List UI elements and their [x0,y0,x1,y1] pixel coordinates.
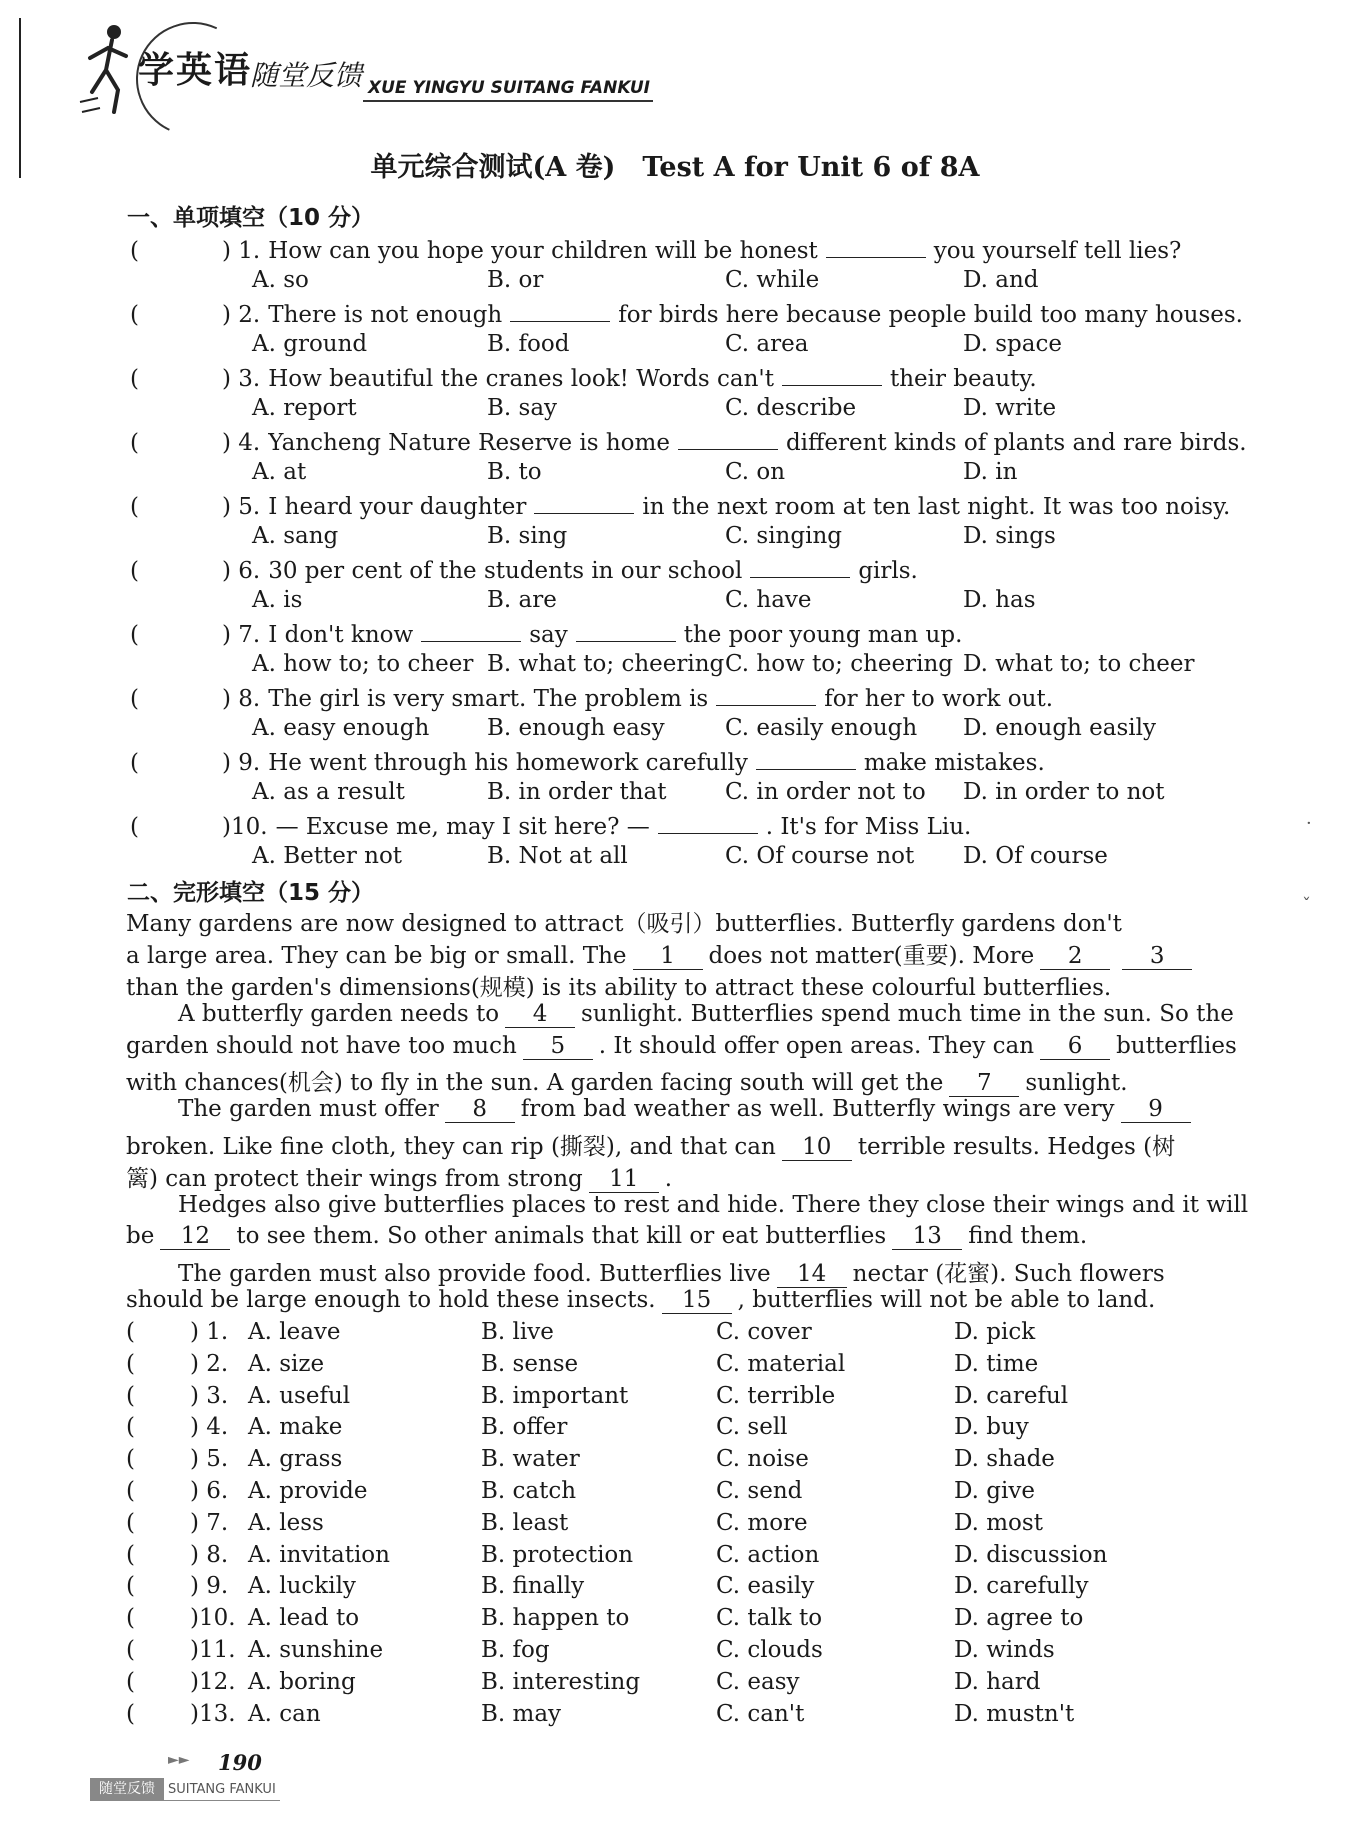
option-d: D. carefully [954,1573,1089,1600]
option-c: C. send [716,1478,803,1504]
passage-line [126,1128,1211,1161]
question-stem [130,747,1045,776]
question-number: ) 7. [190,1509,229,1536]
option-a: A. is [252,587,303,613]
answer-paren[interactable]: ( [126,1319,135,1345]
passage-line [126,1033,1237,1060]
question-text: the poor young man up. [683,622,963,648]
passage-text: . [664,1166,673,1192]
option-c: C. more [716,1509,808,1536]
question-number: )10. [190,1605,236,1632]
passage-text: 篱) can protect their wings from strong [126,1166,583,1192]
passage-text: be [126,1223,155,1249]
question-text: for her to work out. [824,686,1054,712]
answer-paren[interactable]: ( [126,1446,135,1473]
option-d: D. space [963,331,1062,357]
answer-paren[interactable]: ( [126,1637,135,1663]
answer-blank[interactable] [534,491,634,514]
question-number: ) 8. [222,686,261,712]
passage-text: find them. [968,1223,1088,1249]
option-d: D. and [963,267,1039,293]
answer-blank[interactable] [678,427,778,450]
option-a: A. make [248,1414,343,1441]
question-number: ) 3. [222,366,261,392]
question-text: — Excuse me, may I sit here? — [275,814,650,840]
passage-text: The garden must offer [178,1096,439,1122]
question-number: ) 1. [222,238,261,264]
question-text: 30 per cent of the students in our school [268,558,743,584]
footer-arrows-icon: ►► [168,1752,190,1768]
option-c: C. easily enough [725,715,918,741]
answer-paren[interactable]: ( [130,814,139,840]
cloze-blank-12[interactable]: 12 [160,1223,230,1250]
option-c: C. on [725,459,786,485]
scan-mark: · [1306,813,1312,834]
option-a: A. sunshine [248,1637,384,1663]
question-text: in the next room at ten last night. It was too noisy. [642,494,1231,520]
answer-blank[interactable] [750,555,850,578]
passage-line [126,1096,1211,1123]
passage-text: should be large enough to hold these insects. [126,1287,656,1313]
question-number: ) 9. [222,750,261,776]
option-b: B. say [487,395,558,421]
answer-paren[interactable]: ( [130,302,139,328]
option-c: C. area [725,331,809,357]
question-text: . It's for Miss Liu. [765,814,972,840]
answer-blank[interactable] [576,619,676,642]
question-text: How can you hope your children will be honest [268,238,818,264]
question-stem [130,491,1230,520]
answer-paren[interactable]: ( [126,1573,135,1600]
passage-line [126,1192,1249,1218]
option-b: B. offer [481,1414,568,1441]
answer-paren[interactable]: ( [130,430,139,456]
header-logo [78,22,658,112]
option-a: A. lead to [248,1605,360,1632]
answer-paren[interactable]: ( [130,686,139,712]
question-stem [130,235,1181,264]
option-c: C. while [725,267,820,293]
question-number: ) 5. [222,494,261,520]
answer-paren[interactable]: ( [126,1668,135,1695]
answer-paren[interactable]: ( [126,1541,135,1568]
question-number: ) 2. [190,1350,229,1377]
passage-text: butterflies [1116,1033,1237,1059]
answer-paren[interactable]: ( [130,238,139,264]
page-number: 190 [218,1750,262,1775]
option-a: A. how to; to cheer [252,651,474,677]
cloze-blank-7[interactable]: 7 [949,1070,1019,1097]
footer-badge-cn: 随堂反馈 [90,1778,164,1800]
option-c: C. clouds [716,1637,823,1663]
option-d: D. time [954,1350,1039,1377]
option-d: D. hard [954,1668,1041,1695]
logo-underline [363,100,653,102]
option-d: D. what to; to cheer [963,651,1195,677]
footer-badge [90,1778,280,1802]
answer-paren[interactable]: ( [126,1350,135,1377]
question-text: make mistakes. [863,750,1045,776]
option-a: A. boring [248,1668,356,1695]
option-a: A. easy enough [252,715,430,741]
passage-line [126,937,1211,970]
option-b: B. least [481,1509,569,1536]
option-c: C. noise [716,1446,809,1473]
question-text: How beautiful the cranes look! Words can't [268,366,774,392]
answer-blank[interactable] [756,747,856,770]
option-d: D. mustn't [954,1700,1075,1727]
answer-paren[interactable]: ( [130,622,139,648]
option-b: B. protection [481,1541,634,1568]
passage-text: A butterfly garden needs to [178,1001,500,1027]
option-a: A. leave [248,1319,341,1345]
option-d: D. has [963,587,1036,613]
option-c: C. action [716,1541,820,1568]
cloze-blank-8[interactable]: 8 [445,1096,515,1123]
option-a: A. at [252,459,307,485]
option-d: D. buy [954,1414,1029,1441]
option-c: C. describe [725,395,857,421]
option-b: B. enough easy [487,715,665,741]
footer-badge-pinyin: SUITANG FANKUI [168,1782,276,1797]
question-text: their beauty. [889,366,1037,392]
question-text: say [529,622,568,648]
question-number: ) 4. [190,1414,229,1441]
page-title: 单元综合测试(A 卷) Test A for Unit 6 of 8A [370,152,980,183]
option-b: B. live [481,1319,554,1345]
question-number: )11. [190,1637,236,1663]
answer-blank[interactable] [658,811,758,834]
question-number: )13. [190,1700,236,1727]
passage-text: terrible results. Hedges (树 [857,1134,1176,1160]
option-c: C. sell [716,1414,788,1441]
option-d: D. most [954,1509,1043,1536]
question-text: you yourself tell lies? [933,238,1182,264]
passage-line [126,1160,1211,1193]
question-stem [130,299,1243,328]
scan-mark: ˇ [1302,895,1311,916]
cloze-blank-6[interactable]: 6 [1040,1033,1110,1060]
question-text: for birds here because people build too many houses. [618,302,1243,328]
question-stem [130,811,971,840]
option-b: B. sense [481,1350,579,1377]
answer-paren[interactable]: ( [130,366,139,392]
option-a: A. Better not [252,843,403,869]
passage-text: to see them. So other animals that kill or eat butterflies [236,1223,887,1249]
option-b: B. may [481,1700,562,1727]
option-b: B. what to; cheering [487,651,725,677]
option-c: C. how to; cheering [725,651,954,677]
option-b: B. fog [481,1637,550,1663]
question-stem [130,619,962,648]
passage-text: from bad weather as well. Butterfly wings are very [520,1096,1115,1122]
answer-paren[interactable]: ( [126,1382,135,1409]
option-a: A. report [252,395,357,421]
option-c: C. easy [716,1668,800,1695]
question-number: ) 7. [222,622,261,648]
passage-line [126,1287,1211,1314]
question-text: The girl is very smart. The problem is [268,686,709,712]
question-stem [130,683,1053,712]
passage-text: The garden must also provide food. Butterflies live [178,1261,771,1287]
passage-line [126,969,1211,1002]
option-d: D. give [954,1478,1035,1504]
passage-text: does not matter(重要). More [708,943,1035,969]
logo-sub-text: 随堂反馈 [250,59,363,92]
passage-line [126,1001,1234,1028]
question-number: )10. [222,814,268,840]
passage-line [126,905,1211,938]
cloze-blank-9[interactable]: 9 [1121,1096,1191,1123]
question-stem [130,555,918,584]
option-c: C. in order not to [725,779,926,805]
option-a: A. so [252,267,309,293]
cloze-blank-1[interactable]: 1 [633,943,703,970]
question-number: ) 2. [222,302,261,328]
option-d: D. winds [954,1637,1055,1663]
option-c: C. terrible [716,1382,836,1409]
question-number: ) 3. [190,1382,229,1409]
answer-paren[interactable]: ( [130,558,139,584]
option-c: C. have [725,587,812,613]
question-number: )12. [190,1668,236,1695]
logo-main-text: 学英语 [138,50,253,91]
answer-paren[interactable]: ( [130,494,139,520]
section1-heading: 一、单项填空（10 分） [127,205,375,231]
logo-pinyin: XUE YINGYU SUITANG FANKUI [368,78,651,98]
passage-line [126,1064,1211,1097]
cloze-blank-14[interactable]: 14 [777,1261,847,1288]
passage-text: Many gardens are now designed to attract（吸引）butterflies. Butterfly gardens don't [126,911,1122,937]
passage-text: garden should not have too much [126,1033,517,1059]
option-d: D. Of course [963,843,1108,869]
cloze-blank-15[interactable]: 15 [662,1287,732,1314]
option-a: A. luckily [248,1573,356,1600]
option-d: D. pick [954,1319,1036,1345]
passage-text: broken. Like fine cloth, they can rip (撕裂), and that can [126,1134,776,1160]
question-text: I heard your daughter [268,494,527,520]
cloze-blank-2[interactable]: 2 [1040,943,1110,970]
passage-line [126,1255,1211,1288]
option-c: C. talk to [716,1605,823,1632]
option-b: B. to [487,459,542,485]
footer-badge-line [90,1800,280,1801]
option-c: C. easily [716,1573,815,1600]
passage-text: a large area. They can be big or small. The [126,943,627,969]
option-c: C. can't [716,1700,805,1727]
question-stem [130,363,1037,392]
answer-blank[interactable] [510,299,610,322]
option-a: A. invitation [248,1541,390,1568]
option-b: B. or [487,267,544,293]
option-b: B. catch [481,1478,577,1504]
question-number: ) 9. [190,1573,229,1600]
question-text: He went through his homework carefully [268,750,748,776]
option-b: B. food [487,331,570,357]
cloze-blank-3[interactable]: 3 [1122,943,1192,970]
passage-text: than the garden's dimensions(规模) is its ability to attract these colourful butterflies. [126,975,1112,1001]
passage-text: sunlight. [1025,1070,1128,1096]
answer-paren[interactable]: ( [126,1605,135,1632]
passage-text: . It should offer open areas. They can [598,1033,1035,1059]
option-b: B. important [481,1382,629,1409]
option-d: D. in [963,459,1018,485]
passage-text: , butterflies will not be able to land. [737,1287,1156,1313]
question-number: ) 5. [190,1446,229,1473]
answer-blank[interactable] [826,235,926,258]
question-number: ) 4. [222,430,261,456]
option-b: B. interesting [481,1668,641,1695]
question-number: ) 1. [190,1319,229,1345]
passage-text: Hedges also give butterflies places to rest and hide. There they close their wings and it will [178,1192,1249,1218]
option-d: D. in order to not [963,779,1165,805]
section2-heading: 二、完形填空（15 分） [127,880,375,906]
option-d: D. discussion [954,1541,1108,1568]
option-c: C. material [716,1350,846,1377]
option-a: A. can [248,1700,321,1727]
passage-text: with chances(机会) to fly in the sun. A garden facing south will get the [126,1070,944,1096]
option-b: B. finally [481,1573,585,1600]
cloze-blank-10[interactable]: 10 [782,1134,852,1161]
cloze-blank-5[interactable]: 5 [523,1033,593,1060]
question-number: ) 8. [190,1541,229,1568]
option-d: D. write [963,395,1057,421]
question-stem [130,427,1247,456]
cloze-blank-13[interactable]: 13 [892,1223,962,1250]
passage-line [126,1223,1211,1250]
question-number: ) 6. [190,1478,229,1504]
option-b: B. water [481,1446,580,1473]
answer-paren[interactable]: ( [126,1478,135,1504]
option-d: D. enough easily [963,715,1157,741]
option-a: A. useful [248,1382,351,1409]
option-c: C. singing [725,523,842,549]
answer-blank[interactable] [782,363,882,386]
option-a: A. as a result [252,779,405,805]
answer-paren[interactable]: ( [130,750,139,776]
answer-blank[interactable] [421,619,521,642]
option-a: A. sang [252,523,339,549]
option-a: A. size [248,1350,325,1377]
option-b: B. happen to [481,1605,630,1632]
option-d: D. sings [963,523,1056,549]
cloze-blank-4[interactable]: 4 [505,1001,575,1028]
cloze-blank-11[interactable]: 11 [589,1166,659,1193]
question-text: different kinds of plants and rare birds. [785,430,1247,456]
option-b: B. are [487,587,557,613]
option-c: C. cover [716,1319,812,1345]
option-a: A. grass [248,1446,343,1473]
option-b: B. Not at all [487,843,628,869]
answer-paren[interactable]: ( [126,1414,135,1441]
question-text: There is not enough [268,302,503,328]
passage-text: sunlight. Butterflies spend much time in the sun. So the [581,1001,1234,1027]
question-text: I don't know [268,622,414,648]
option-d: D. shade [954,1446,1055,1473]
question-text: girls. [858,558,918,584]
question-number: ) 6. [222,558,261,584]
passage-text: nectar (花蜜). Such flowers [852,1261,1165,1287]
option-d: D. careful [954,1382,1069,1409]
answer-blank[interactable] [716,683,816,706]
option-a: A. provide [248,1478,368,1504]
option-a: A. less [248,1509,324,1536]
option-d: D. agree to [954,1605,1084,1632]
question-text: Yancheng Nature Reserve is home [268,430,670,456]
option-b: B. sing [487,523,568,549]
answer-paren[interactable]: ( [126,1700,135,1727]
option-c: C. Of course not [725,843,915,869]
option-b: B. in order that [487,779,667,805]
answer-paren[interactable]: ( [126,1509,135,1536]
option-a: A. ground [252,331,368,357]
